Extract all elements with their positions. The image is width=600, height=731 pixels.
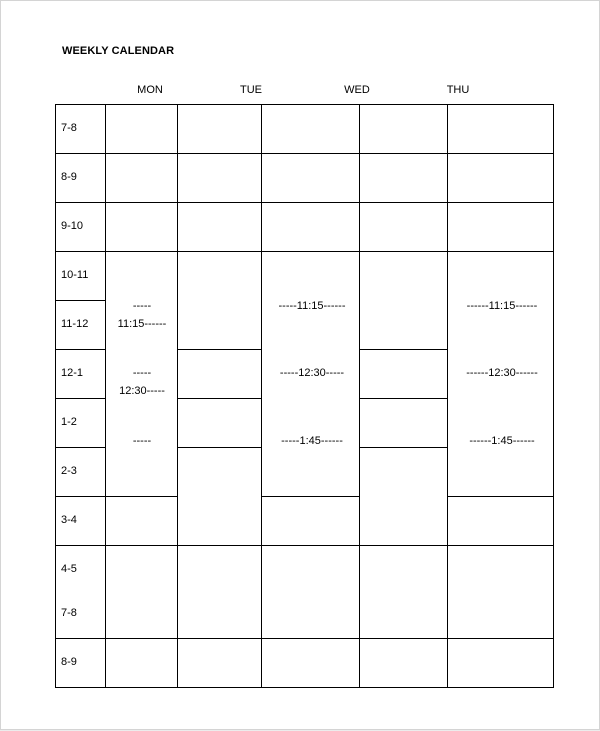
time-slot-label: 10-11 <box>61 269 89 281</box>
time-slot-label: 8-9 <box>61 656 77 668</box>
grid-line <box>360 349 448 350</box>
wed-note: -----12:30----- <box>279 367 345 379</box>
grid-line <box>55 638 554 639</box>
grid-line <box>55 545 554 546</box>
day-header-wed: WED <box>344 84 370 96</box>
grid-line <box>360 398 448 399</box>
grid-line <box>105 104 106 688</box>
grid-line <box>448 496 554 497</box>
wed-note: -----1:45------ <box>281 435 343 447</box>
grid-line <box>55 202 554 203</box>
grid-line <box>178 447 262 448</box>
time-slot-label: 9-10 <box>61 220 84 232</box>
day-header-tue: TUE <box>240 84 262 96</box>
calendar-title: WEEKLY CALENDAR <box>62 45 175 57</box>
grid-line <box>178 349 262 350</box>
grid-line <box>55 349 106 350</box>
grid-line <box>55 687 554 688</box>
mon-note: ----- <box>132 300 152 312</box>
grid-line <box>55 496 178 497</box>
day-header-mon: MON <box>137 84 163 96</box>
time-slot-label: 1-2 <box>61 416 77 428</box>
grid-line <box>359 104 360 688</box>
time-slot-label: 11-12 <box>61 318 89 330</box>
grid-line <box>55 104 554 105</box>
mon-note: ----- <box>132 367 152 379</box>
thu-note: ------1:45------ <box>469 435 535 447</box>
grid-line <box>553 104 554 688</box>
time-slot-label: 8-9 <box>61 171 77 183</box>
mon-note: 11:15------ <box>117 318 167 330</box>
grid-line <box>55 153 554 154</box>
time-slot-label: 2-3 <box>61 465 77 477</box>
grid-line <box>262 496 360 497</box>
time-slot-label: 7-8 <box>61 607 77 619</box>
grid-line <box>55 447 106 448</box>
grid-line <box>55 251 554 252</box>
mon-note: ----- <box>132 435 152 447</box>
time-slot-label: 7-8 <box>61 122 77 134</box>
grid-line <box>178 398 262 399</box>
grid-line <box>177 104 178 688</box>
wed-note: -----11:15------ <box>278 300 346 312</box>
grid-line <box>55 398 106 399</box>
grid-line <box>55 300 106 301</box>
thu-note: ------11:15------ <box>466 300 538 312</box>
grid-line <box>261 104 262 688</box>
mon-note: 12:30----- <box>119 385 165 397</box>
time-slot-label: 12-1 <box>61 367 84 379</box>
calendar-grid <box>1 1 600 731</box>
time-slot-label: 3-4 <box>61 514 77 526</box>
grid-line <box>447 104 448 688</box>
grid-line <box>55 104 56 688</box>
grid-line <box>360 447 448 448</box>
thu-note: ------12:30------ <box>466 367 538 379</box>
day-header-thu: THU <box>446 84 470 96</box>
time-slot-label: 4-5 <box>61 563 77 575</box>
